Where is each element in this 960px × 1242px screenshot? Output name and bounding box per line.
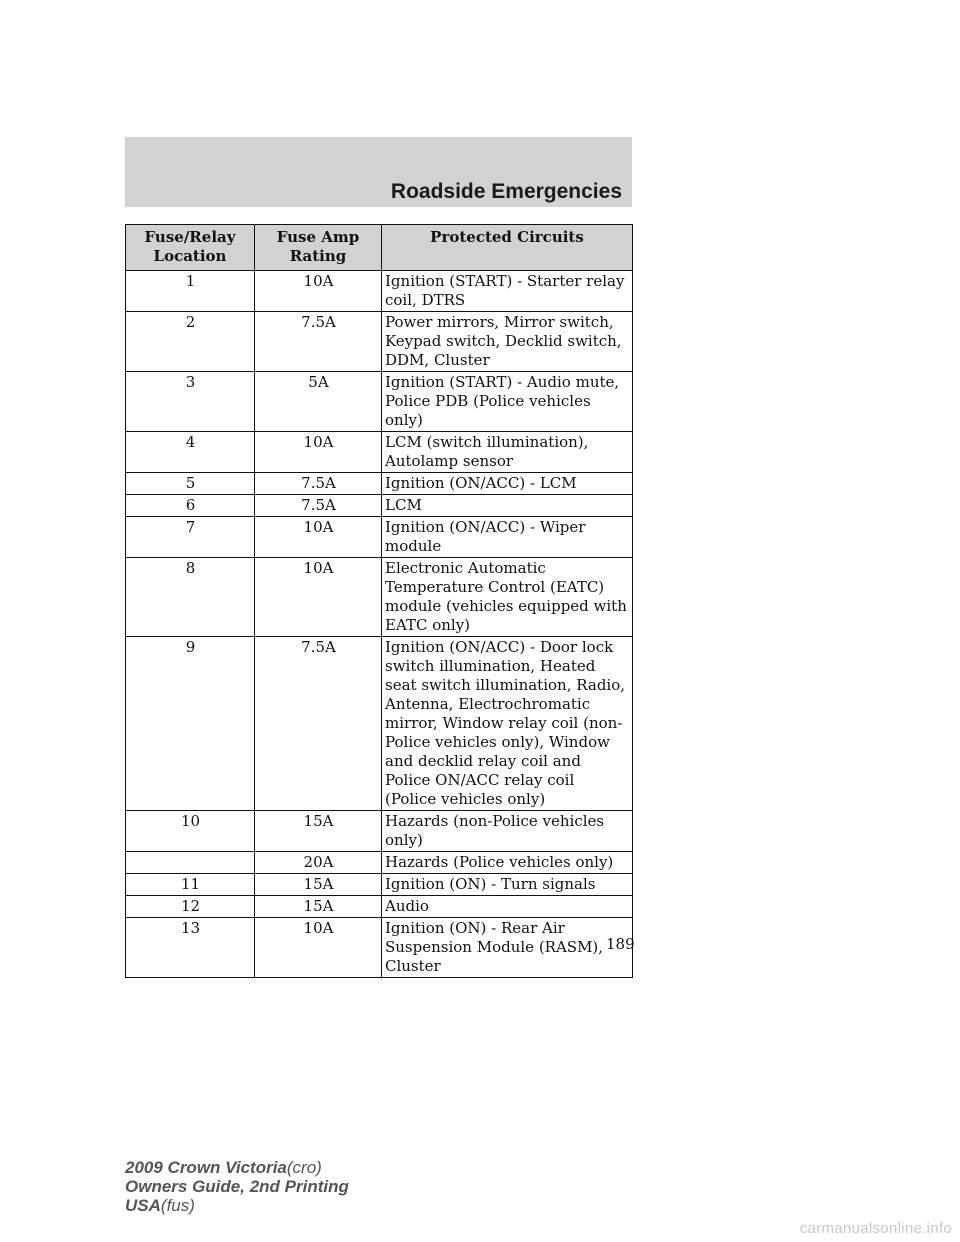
footer-market: USA	[125, 1196, 161, 1215]
cell-protected-circuits: Power mirrors, Mirror switch, Keypad switch, Decklid switch, DDM, Cluster	[382, 312, 633, 372]
table-row	[126, 811, 633, 852]
table-header-row	[126, 225, 633, 271]
table-row	[126, 473, 633, 495]
cell-location: 8	[126, 558, 255, 637]
cell-location: 9	[126, 637, 255, 811]
table-row	[126, 558, 633, 637]
cell-protected-circuits: Ignition (ON) - Turn signals	[382, 874, 633, 896]
cell-protected-circuits: Hazards (Police vehicles only)	[382, 852, 633, 874]
watermark: carmanualsonline.info	[799, 1220, 952, 1237]
table-row	[126, 874, 633, 896]
cell-location: 2	[126, 312, 255, 372]
footer-market-code: (fus)	[160, 1196, 195, 1215]
fuse-table	[125, 224, 633, 978]
cell-amp-rating: 10A	[255, 918, 382, 978]
footer-line-3	[125, 1196, 349, 1215]
cell-amp-rating: 15A	[255, 896, 382, 918]
cell-location: 10	[126, 811, 255, 852]
cell-protected-circuits: Hazards (non-Police vehicles only)	[382, 811, 633, 852]
cell-location: 6	[126, 495, 255, 517]
footer-line-1	[125, 1158, 349, 1177]
cell-amp-rating: 10A	[255, 432, 382, 473]
cell-location: 11	[126, 874, 255, 896]
table-row	[126, 896, 633, 918]
footer-line-2	[125, 1177, 349, 1196]
cell-amp-rating: 7.5A	[255, 473, 382, 495]
cell-amp-rating: 10A	[255, 517, 382, 558]
cell-amp-rating: 7.5A	[255, 312, 382, 372]
cell-location: 13	[126, 918, 255, 978]
table-row	[126, 432, 633, 473]
cell-amp-rating: 10A	[255, 271, 382, 312]
column-header-circuits: Protected Circuits	[382, 225, 633, 271]
cell-location	[126, 852, 255, 874]
cell-amp-rating: 20A	[255, 852, 382, 874]
table-row	[126, 852, 633, 874]
section-title: Roadside Emergencies	[390, 180, 622, 203]
cell-protected-circuits: Ignition (ON/ACC) - Door lock switch illumination, Heated seat switch illumination, Radio, Antenna, Electrochromatic mirror, Window relay coil (non-Police vehicles only), Window and decklid relay coil and Police ON/ACC relay coil (Police vehicles only)	[382, 637, 633, 811]
table-row	[126, 517, 633, 558]
cell-location: 4	[126, 432, 255, 473]
cell-amp-rating: 7.5A	[255, 495, 382, 517]
cell-location: 7	[126, 517, 255, 558]
cell-amp-rating: 15A	[255, 874, 382, 896]
cell-location: 3	[126, 372, 255, 432]
cell-amp-rating: 5A	[255, 372, 382, 432]
table-row	[126, 495, 633, 517]
table-body	[126, 271, 633, 978]
footer-model-code: (cro)	[286, 1158, 322, 1177]
section-header-band	[125, 137, 632, 207]
cell-location: 1	[126, 271, 255, 312]
cell-protected-circuits: LCM	[382, 495, 633, 517]
cell-amp-rating: 15A	[255, 811, 382, 852]
cell-location: 12	[126, 896, 255, 918]
cell-protected-circuits: Ignition (START) - Audio mute, Police PDB (Police vehicles only)	[382, 372, 633, 432]
footer-edition: Owners Guide, 2nd Printing	[125, 1177, 349, 1196]
column-header-amp: Fuse Amp Rating	[255, 225, 382, 271]
cell-protected-circuits: Ignition (ON/ACC) - LCM	[382, 473, 633, 495]
table-row	[126, 918, 633, 978]
cell-protected-circuits: Audio	[382, 896, 633, 918]
cell-location: 5	[126, 473, 255, 495]
cell-protected-circuits: Ignition (START) - Starter relay coil, DTRS	[382, 271, 633, 312]
table-row	[126, 271, 633, 312]
cell-amp-rating: 10A	[255, 558, 382, 637]
table-row	[126, 637, 633, 811]
column-header-location: Fuse/Relay Location	[126, 225, 255, 271]
cell-protected-circuits: LCM (switch illumination), Autolamp sensor	[382, 432, 633, 473]
footer	[125, 1158, 349, 1215]
footer-model: 2009 Crown Victoria	[125, 1158, 287, 1177]
cell-protected-circuits: Ignition (ON) - Rear Air Suspension Module (RASM), Cluster	[382, 918, 633, 978]
cell-amp-rating: 7.5A	[255, 637, 382, 811]
table-row	[126, 312, 633, 372]
page-number: 189	[606, 935, 635, 953]
cell-protected-circuits: Electronic Automatic Temperature Control (EATC) module (vehicles equipped with EATC only)	[382, 558, 633, 637]
table-row	[126, 372, 633, 432]
cell-protected-circuits: Ignition (ON/ACC) - Wiper module	[382, 517, 633, 558]
